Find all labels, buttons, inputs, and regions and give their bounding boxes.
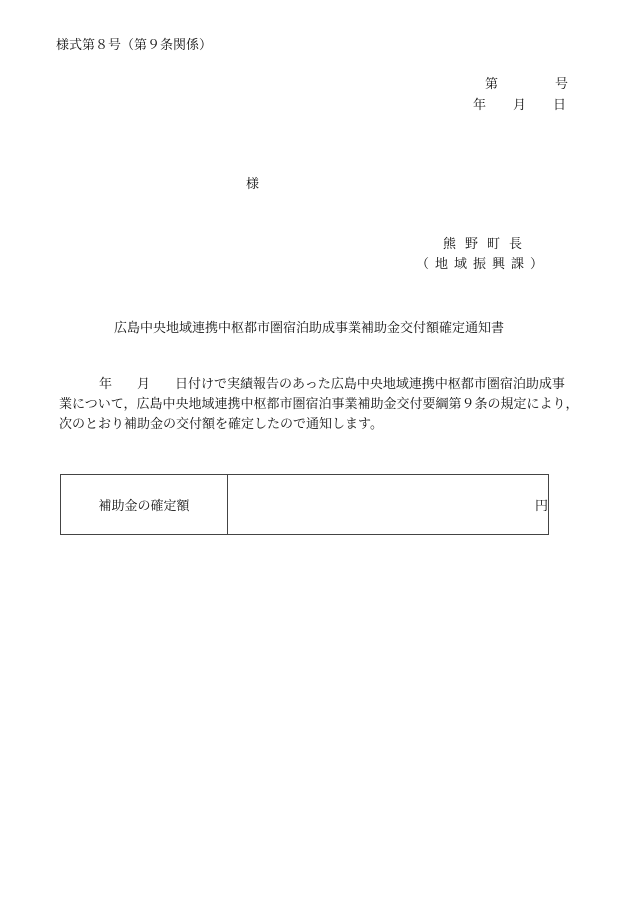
- body-line-1-text: 日付けで実績報告のあった広島中央地域連携中枢都市圏宿泊助成事: [175, 377, 565, 392]
- sender-title: 熊野町長: [443, 237, 532, 252]
- body-text: [59, 375, 589, 435]
- body-line-1: [59, 375, 589, 395]
- amount-label: 補助金の確定額: [61, 475, 228, 535]
- amount-unit: 円: [534, 499, 548, 514]
- body-month: 月: [137, 377, 151, 392]
- document-number-prefix: 第: [485, 77, 499, 92]
- sender-department: （地域振興課）: [416, 257, 550, 272]
- form-number: 様式第８号（第９条関係）: [56, 38, 213, 53]
- document-number-suffix: 号: [555, 77, 569, 92]
- body-line-2: 業について，広島中央地域連携中枢都市圏宿泊事業補助金交付要綱第９条の規定により，: [59, 397, 579, 412]
- document-title: 広島中央地域連携中枢都市圏宿泊助成事業補助金交付額確定通知書: [114, 321, 505, 336]
- amount-table: [60, 474, 549, 535]
- date-year: 年: [473, 98, 487, 113]
- amount-value-field[interactable]: [228, 475, 549, 535]
- date-day: 日: [553, 98, 567, 113]
- addressee-honorific: 様: [246, 177, 260, 192]
- date-month: 月: [513, 98, 527, 113]
- body-line-3: 次のとおり補助金の交付額を確定したので通知します。: [59, 417, 383, 432]
- body-year: 年: [99, 377, 113, 392]
- amount-row: [61, 475, 549, 535]
